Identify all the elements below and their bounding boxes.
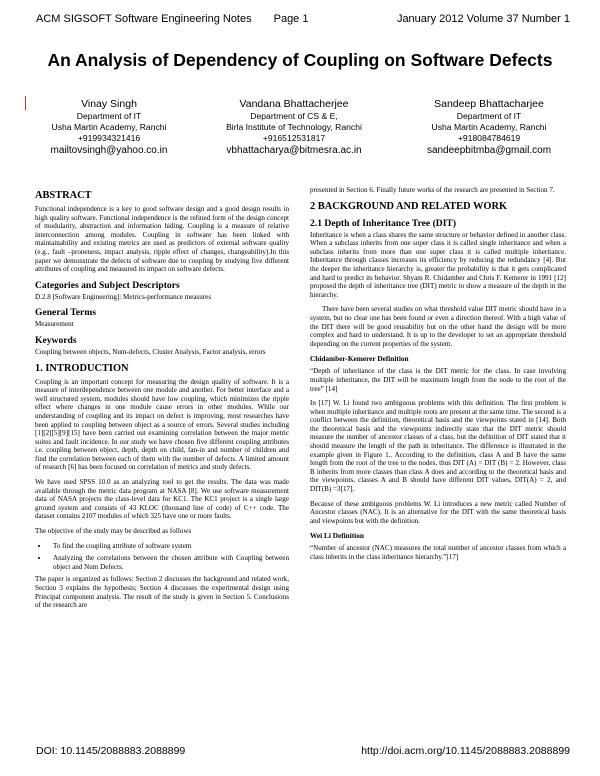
author-institution: Usha Martin Academy, Ranchi xyxy=(51,122,167,132)
author-name: Sandeep Bhattacharjee xyxy=(434,98,544,110)
author-1 xyxy=(34,98,184,157)
page-number: Page 1 xyxy=(273,13,309,25)
author-name: Vinay Singh xyxy=(81,98,137,110)
general-terms-text: Measurement xyxy=(35,320,74,329)
author-phone: +918084784619 xyxy=(457,133,521,143)
wei-li-heading: Wei Li Definition xyxy=(310,531,364,541)
author-block xyxy=(34,98,574,157)
general-terms-heading: General Terms xyxy=(35,307,97,319)
abstract-text: Functional independence is a key to good software design and a good design results in high quality software. Functional independence is the refined form of the design concept of modularity, abstraction and information hiding. Coupling is a measure of relative interconnection among modules. Coupling in software has been linked with maintainability and existing metrics are used as predictors of external software quality (e.g., fault –proneness, impact analysis, ripple effect of changes, changeability).In this paper we demonstrate the defects of software due to coupling by studying five different attributes of coupling and measured its impact on software defects. xyxy=(35,205,289,274)
author-email: mailtovsingh@yahoo.co.in xyxy=(50,145,168,156)
author-department: Department of CS & E, xyxy=(250,111,338,121)
author-institution: Birla Institute of Technology, Ranchi xyxy=(226,122,362,132)
wei-li-text: “Number of ancestor (NAC) measures the total number of ancestor classes from which a class inherits in the class inheritance hierarchy.”[17] xyxy=(310,544,566,561)
doi-text: DOI: 10.1145/2088883.2088899 xyxy=(36,745,186,757)
author-department: Department of IT xyxy=(456,111,522,121)
left-column xyxy=(35,186,289,616)
author-institution: Usha Martin Academy, Ranchi xyxy=(431,122,547,132)
categories-heading: Categories and Subject Descriptors xyxy=(35,279,180,291)
running-header xyxy=(36,12,570,26)
journal-name: ACM SIGSOFT Software Engineering Notes xyxy=(36,13,252,25)
author-phone: +916512531817 xyxy=(262,133,326,143)
right-column xyxy=(310,186,566,568)
author-2 xyxy=(189,98,399,157)
li-paragraph-1: In [17] W. Li found two ambiguous problems with this definition. The first problem is when multiple inheritance and multiple roots are present at the same time. The second is a conflict between the definition, theoretical basis and the viewpoints stated in [14]. Both the theoretical basis and the viewpoints indirectly state that the DIT metric should measure the number of ancestor classes of a class, but the definition of DIT stated that it should measure the length of the path in inheritance. The difference is illustrated in the example given in Figure 1.. According to the definition, class A and B have the same length from the root of the tree to the nodes, thus DIT (A) = DIT (B) = 2. However, class B inherits from more classes than class A does and according to the theoretical basis and the viewpoints, classes A and B should have different DIT values, DIT(A) = 2, and DIT(B) =3[17]. xyxy=(310,399,566,494)
dit-paragraph-1: Inheritance is when a class shares the same structure or behavior defined in another class. When a subclass inherits from one super class it is called single inheritance and when a subclass inherits from more than one super class it is called multiple inheritance. Inheritance through classes increases its efficiency by reducing the redundancy [4]. But the deeper the inheritance hierarchy is, greater the probability is that it gets complicated and hard to predict its behavior. Shyam R. Chidamber and Chris F. Kemerer in 1991 [12] proposed the depth of inheritance tree (DIT) metric to show a measure of the depth in the hierarchy. xyxy=(310,230,566,299)
abstract-heading: ABSTRACT xyxy=(35,190,92,201)
list-item: • To find the coupling attribute of software system xyxy=(49,542,289,551)
page-footer xyxy=(36,745,570,757)
objectives-list xyxy=(35,542,289,572)
dit-heading: 2.1 Depth of Inheritance Tree (DIT) xyxy=(310,217,457,229)
intro-paragraph-3: The objective of the study may be described as follows xyxy=(35,527,192,536)
categories-text: D.2.8 [Software Engineering]: Metrics-performance measures xyxy=(35,292,212,301)
author-email: sandeepbitmba@gmail.com xyxy=(426,145,552,156)
introduction-heading: 1. INTRODUCTION xyxy=(35,362,129,374)
ck-definition-heading: Chidamber-Kemerer Definition xyxy=(310,354,409,364)
author-phone: +919934321416 xyxy=(77,133,141,143)
intro-paragraph-2: We have used SPSS 10.0 as an analyzing tool to get the results. The data was made available through the metric data program at NASA [8]. We use software measurement data of NASA projects the class-level data for KC1. The KC1 project is a single large ground system and consists of 43 KLOC (thousand line of code) of C++ code. The dataset contains 2107 modules of which 325 have one or more faults. xyxy=(35,478,289,521)
author-name: Vandana Bhattacherjee xyxy=(239,98,349,110)
author-email: vbhattacharya@bitmesra.ac.in xyxy=(226,145,362,156)
intro-paragraph-1: Coupling is an important concept for measuring the design quality of software. It is a measure of interdependence between one module and another. For better interface and a well structured system, modules should have low coupling, which minimizes the ripple effect where changes in one module cause errors in other modules. While our understanding of coupling and its impact on defect is improving, most researches have been applied to coupling between object as a source of errors. Several studies including [1][2][5][9][15] have been carried out examining correlation between the major metric suites and fault incidence. In our study we have chosen five different coupling attributes i.e. coupling between object, depth, depth on child, fan-in and number of children and find the correlation between each of them with the number of defects. A limited amount of research [6] has been focused on correlation of metrics and study defects. xyxy=(35,377,289,472)
issue-info: January 2012 Volume 37 Number 1 xyxy=(396,13,570,25)
author-3 xyxy=(404,98,574,157)
intro-paragraph-4: The paper is organized as follows: Section 2 discusses the background and related work, Section 3 explains the hypothesis; Section 4 discusses the experimental design using Principal component analysis. The result of the study is given in Section 5. Conclusions of the research are xyxy=(35,575,289,610)
list-item: • Analyzing the correlations between the chosen attribute with Coupling between object and Num Defects. xyxy=(49,554,289,571)
doi-url: http://doi.acm.org/10.1145/2088883.2088899 xyxy=(361,745,570,757)
li-paragraph-2: Because of these ambiguous problems W. Li introduces a new metric called Number of Ancestor classes (NAC). It is an alternative for the DIT with the same theoretical basis and viewpoints but with the definition. xyxy=(310,499,566,525)
author-department: Department of IT xyxy=(76,111,142,121)
text-cursor-mark xyxy=(25,96,26,110)
keywords-text: Coupling between objects, Num-defects, Cluster Analysis, Factor analysis, errors xyxy=(35,347,266,356)
continued-text: presented in Section 6. Finally future works of the research are presented in Section 7. xyxy=(310,186,555,194)
ck-definition-text: “Depth of inheritance of the class is the DIT metric for the class. In case involving multiple inheritance, the DIT will be maximum length from the node to the root of the tree” [14] xyxy=(310,367,566,393)
paper-title: An Analysis of Dependency of Coupling on Software Defects xyxy=(47,50,553,70)
keywords-heading: Keywords xyxy=(35,334,77,346)
background-heading: 2 BACKGROUND AND RELATED WORK xyxy=(310,200,508,212)
dit-paragraph-2: There have been several studies on what threshold value DIT metric should have in a system, but no clear one has been found or even a direction thereof. With a high value of the DIT there will be good reusability but on the other hand the design will be more complex and hard to understand. It is up to the developer to set an appropriate threshold depending on the current properties of the system. xyxy=(310,305,566,348)
